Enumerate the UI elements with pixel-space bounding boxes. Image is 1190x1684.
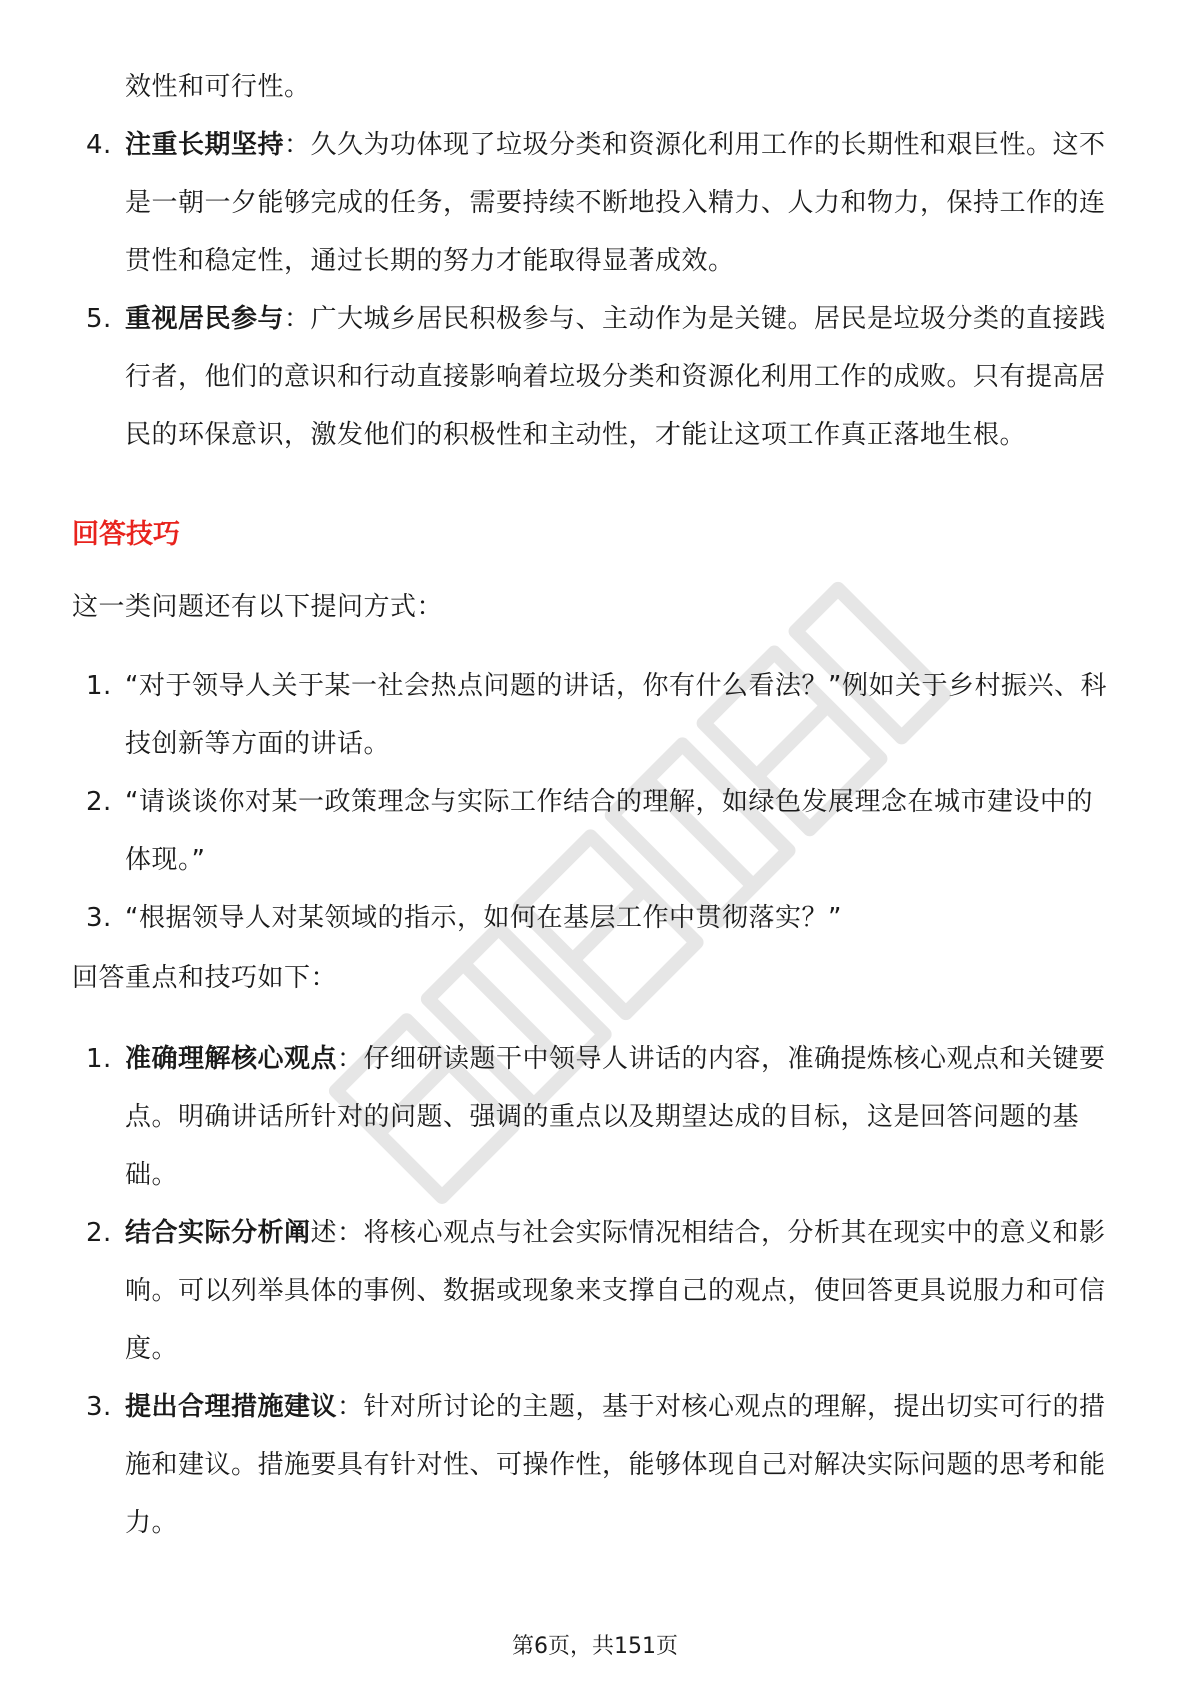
list-term: 提出合理措施建议 — [125, 1392, 338, 1422]
list-number: 2. — [86, 1218, 112, 1248]
list-text: 久久为功体现了垃圾分类和资源化利用工作的长期性和艰巨性。这不是一朝一夕能够完成的任务，需要持续不断地投入精力、人力和物力，保持工作的连贯性和稳定性，通过长期的努力才能取得显著成效。 — [125, 130, 1106, 276]
list-item — [74, 1378, 1119, 1552]
list-term: 准确理解核心观点 — [125, 1044, 338, 1074]
list-answer-points — [74, 1030, 1119, 1552]
list-text: “请谈谈你对某一政策理念与实际工作结合的理解，如绿色发展理念在城市建设中的体现。” — [125, 787, 1093, 875]
list-item — [74, 290, 1119, 464]
list-term: 结合实际分析阐 — [125, 1218, 311, 1248]
section-heading: 回答技巧 — [72, 519, 180, 550]
list-text: 仔细研读题干中领导人讲话的内容，准确提炼核心观点和关键要点。明确讲话所针对的问题、强调的重点以及期望达成的目标，这是回答问题的基础。 — [125, 1044, 1106, 1190]
list-number: 2. — [86, 787, 112, 817]
list-importance — [74, 116, 1119, 464]
list-number: 3. — [86, 1392, 112, 1422]
list-item — [74, 889, 1119, 947]
list-separator: ： — [284, 130, 311, 160]
list-number: 3. — [86, 903, 112, 933]
points-intro-text: 回答重点和技巧如下： — [72, 963, 338, 993]
list-item — [74, 657, 1119, 773]
list-text: 广大城乡居民积极参与、主动作为是关键。居民是垃圾分类的直接践行者，他们的意识和行动直接影响着垃圾分类和资源化利用工作的成败。只有提高居民的环保意识，激发他们的积极性和主动性，才能让这项工作真正落地生根。 — [125, 304, 1106, 450]
list-separator: ： — [284, 304, 311, 334]
list-item — [74, 1030, 1119, 1204]
list-number: 1. — [86, 671, 112, 701]
list-question-types — [74, 657, 1119, 947]
list-number: 1. — [86, 1044, 112, 1074]
list-text: 针对所讨论的主题，基于对核心观点的理解，提出切实可行的措施和建议。措施要具有针对性、可操作性，能够体现自己对解决实际问题的思考和能力。 — [125, 1392, 1106, 1538]
page-footer: 第6页，共151页 — [512, 1634, 678, 1659]
list-number: 5. — [86, 304, 112, 334]
list-separator: 述： — [310, 1218, 364, 1248]
list-term: 注重长期坚持 — [125, 130, 285, 160]
list-item — [74, 116, 1119, 290]
continuation-text: 效性和可行性。 — [125, 72, 311, 102]
list-separator: ： — [337, 1392, 364, 1422]
list-number: 4. — [86, 130, 112, 160]
list-term: 重视居民参与 — [125, 304, 285, 334]
list-separator: ： — [337, 1044, 364, 1074]
list-text: “根据领导人对某领域的指示，如何在基层工作中贯彻落实？” — [125, 903, 842, 933]
intro-text: 这一类问题还有以下提问方式： — [72, 592, 444, 622]
list-text: 将核心观点与社会实际情况相结合，分析其在现实中的意义和影响。可以列举具体的事例、数据或现象来支撑自己的观点，使回答更具说服力和可信度。 — [125, 1218, 1106, 1364]
list-item — [74, 1204, 1119, 1378]
list-item — [74, 773, 1119, 889]
list-text: “对于领导人关于某一社会热点问题的讲话，你有什么看法？”例如关于乡村振兴、科技创新等方面的讲话。 — [125, 671, 1107, 759]
